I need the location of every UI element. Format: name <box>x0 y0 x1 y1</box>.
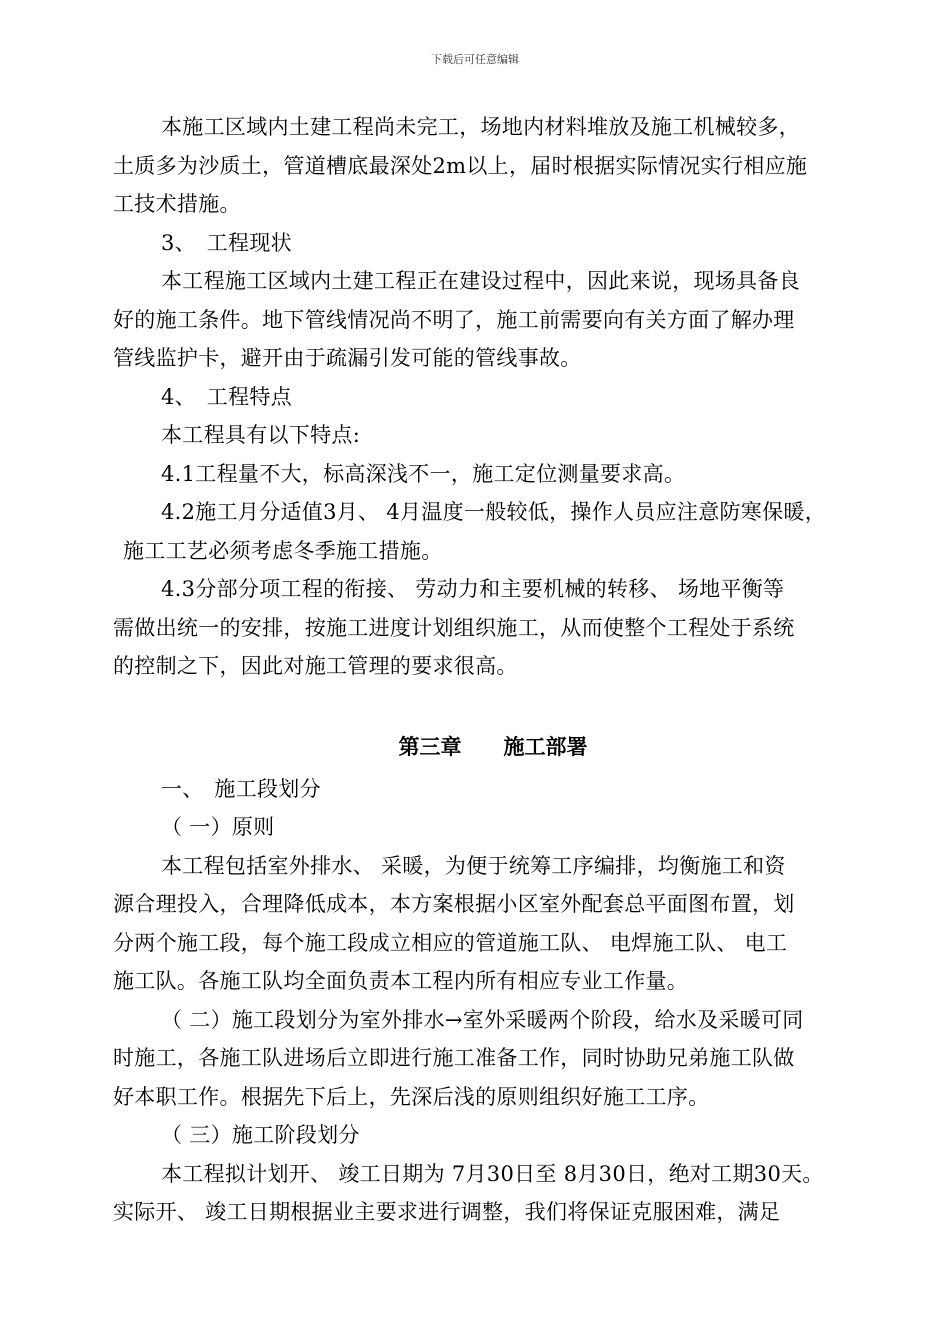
subheading-2-paragraph: （ 二）施工段划分为室外排水→室外采暖两个阶段，给水及采暖可同 <box>161 1007 804 1032</box>
list-item-4-1: 4.1工程量不大，标高深浅不一，施工定位测量要求高。 <box>161 461 686 486</box>
subheading-1: （ 一）原则 <box>161 815 275 839</box>
page-header: 下载后可任意编辑 <box>431 53 519 66</box>
list-item-4-3: 4.3分部分项工程的衔接、 劳动力和主要机械的转移、 场地平衡等 <box>161 577 785 601</box>
list-item-4-2: 4.2施工月分适值3月、 4月温度一般较低，操作人员应注意防寒保暖， <box>161 500 826 524</box>
paragraph-line: 的控制之下，因此对施工管理的要求很高。 <box>113 654 518 678</box>
paragraph-line: 实际开、 竣工日期根据业主要求进行调整，我们将保证克服困难，满足 <box>113 1200 781 1224</box>
paragraph-line: 本工程施工区域内土建工程正在建设过程中，因此来说，现场具备良 <box>161 269 800 293</box>
paragraph-line: 好的施工条件。地下管线情况尚不明了，施工前需要向有关方面了解办理 <box>113 307 795 332</box>
section-heading-3: 3、 工程现状 <box>161 230 292 255</box>
paragraph-line: 需做出统一的安排，按施工进度计划组织施工，从而使整个工程处于系统 <box>113 615 795 640</box>
paragraph-line: 土质多为沙质土，管道槽底最深处2m以上，届时根据实际情况实行相应施 <box>113 153 808 178</box>
document-body <box>113 108 873 1232</box>
paragraph-line: 本工程拟计划开、 竣工日期为 7月30日至 8月30日，绝对工期30天。 <box>161 1161 824 1186</box>
paragraph-line: 分两个施工段，每个施工段成立相应的管道施工队、 电焊施工队、 电工 <box>113 930 788 955</box>
paragraph-line: 好本职工作。根据先下后上，先深后浅的原则组织好施工工序。 <box>113 1084 710 1109</box>
subheading-3: （ 三）施工阶段划分 <box>161 1123 360 1147</box>
paragraph-line: 本施工区域内土建工程尚未完工，场地内材料堆放及施工机械较多， <box>161 115 800 139</box>
paragraph-line: 本工程具有以下特点: <box>161 423 361 447</box>
chapter-title: 第三章 施工部署 <box>398 733 588 759</box>
paragraph-line: 工技术措施。 <box>113 192 241 216</box>
paragraph-line: 施工工艺必须考虑冬季施工措施。 <box>123 538 443 563</box>
section-heading-4: 4、 工程特点 <box>161 384 292 409</box>
paragraph-line: 本工程包括室外排水、 采暖，为便于统筹工序编排，均衡施工和资 <box>161 853 786 878</box>
paragraph-line: 时施工，各施工队进场后立即进行施工准备工作，同时协助兄弟施工队做 <box>113 1046 795 1070</box>
spacer <box>113 686 873 724</box>
paragraph-line: 源合理投入，合理降低成本，本方案根据小区室外配套总平面图布置，划 <box>113 892 795 916</box>
paragraph-line: 施工队。各施工队均全面负责本工程内所有相应专业工作量。 <box>113 969 689 993</box>
part-heading-1: 一、 施工段划分 <box>161 776 321 801</box>
paragraph-line: 管线监护卡，避开由于疏漏引发可能的管线事故。 <box>113 346 582 370</box>
